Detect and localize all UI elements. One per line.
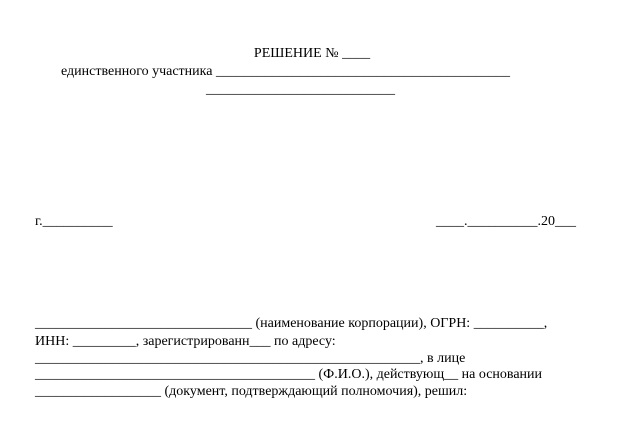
sole-participant-line-continued: ___________________________ [206, 82, 395, 97]
date-field: ____.__________.20___ [436, 214, 576, 229]
city-field: г.__________ [35, 214, 113, 229]
body-line-address: _______________________________________________________, в лице [35, 351, 466, 366]
sole-participant-line: единственного участника __________________________________________ [61, 64, 510, 79]
document-title: РЕШЕНИЕ № ____ [253, 46, 371, 61]
body-line-corporation: _______________________________ (наименование корпорации), ОГРН: __________, [35, 316, 548, 331]
body-line-representative: ________________________________________ (Ф.И.О.), действующ__ на основании [35, 367, 543, 382]
body-line-authority: __________________ (документ, подтверждающий полномочия), решил: [35, 384, 468, 399]
body-line-inn: ИНН: _________, зарегистрированн___ по адресу: [35, 334, 336, 349]
